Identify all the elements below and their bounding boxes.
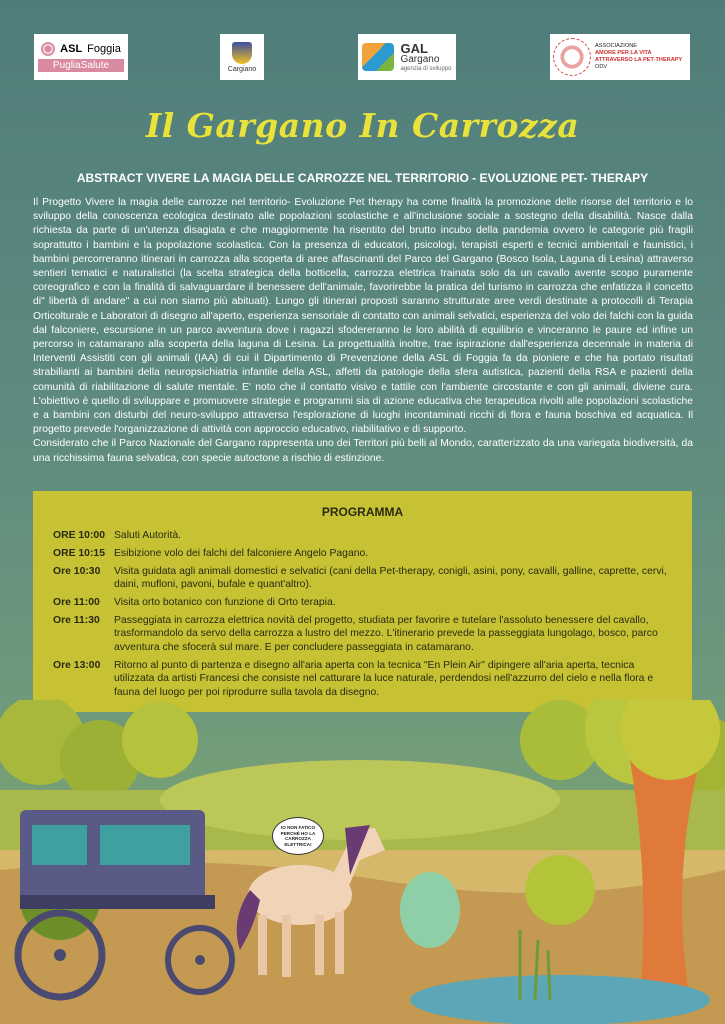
program-description: Ritorno al punto di partenza e disegno all'aria aperta con la tecnica "En Plein Air" dipingere all'aria aperta, tecnica utilizzata da artisti Francesi che consiste nel catturare la luce naturale, perdendosi nell'azzurro del cielo e nella flora e fauna del luogo per poi riprodurre sulla tavola da disegno. xyxy=(114,659,654,698)
assoc-line1: ASSOCIAZIONE xyxy=(595,43,637,50)
program-item xyxy=(53,659,672,699)
abstract-paragraph-2: Considerato che il Parco Nazionale del Gargano rappresenta uno dei Territori più belli al Mondo, caratterizzato da una variegata biodiversità, da una ricchissima fauna selvatica, con specie autoctone a rischio di estinzione. xyxy=(33,438,693,464)
program-time: Ore 10:30 xyxy=(53,565,101,577)
gal-sub: Gargano xyxy=(400,54,440,66)
asl-name: ASL xyxy=(60,43,83,55)
abstract-text xyxy=(33,196,693,466)
program-box xyxy=(33,491,692,712)
gal-gargano-logo xyxy=(358,34,456,80)
assoc-line3: ATTRAVERSO LA PET-THERAPY xyxy=(595,57,683,63)
assoc-line2: AMORE PER LA VITA xyxy=(595,50,652,57)
program-time: Ore 13:00 xyxy=(53,659,101,671)
program-item xyxy=(53,565,672,592)
forest-carriage-illustration xyxy=(0,700,725,1024)
program-item xyxy=(53,614,672,654)
program-description: Visita orto botanico con funzione di Orto terapia. xyxy=(114,597,336,609)
pond xyxy=(410,975,710,1024)
page-subtitle: ABSTRACT VIVERE LA MAGIA DELLE CARROZZE NEL TERRITORIO - EVOLUZIONE PET- THERAPY xyxy=(76,171,649,185)
program-description: Visita guidata agli animali domestici e selvatici (cani della Pet-therapy, conigli, asini, pony, cavalli, galline, caprette, cervi, daini, mufloni, pavoni, bufale e quant'altro). xyxy=(114,565,667,591)
gal-name: GAL xyxy=(400,40,428,56)
program-title: PROGRAMMA xyxy=(321,505,404,519)
gal-landscape-icon xyxy=(362,43,394,71)
asl-region: Foggia xyxy=(87,43,121,55)
program-item xyxy=(53,547,672,560)
gal-small: agenzia di sviluppo xyxy=(400,65,452,72)
association-logo xyxy=(550,34,690,80)
assoc-line4: ODV xyxy=(595,63,608,70)
bush xyxy=(525,855,595,925)
speech-bubble: IO NON FATICO PERCHÈ HO LA CARROZZA ELETTRICA! xyxy=(272,817,324,855)
association-badge-icon xyxy=(553,38,591,76)
program-time: ORE 10:00 xyxy=(53,530,105,541)
program-description: Passeggiata in carrozza elettrica novità del progetto, studiata per favorire e tutelare l'assoluto benessere del cavallo, trasformandolo da servo della carrozza a lustro del mezzo. L'itinerario prevede la passeggiata lungolago, bosco, parco avventura che sfocerà sul mare. E per concludere passeggiata in catamarano. xyxy=(114,615,658,653)
cargiano-logo xyxy=(220,34,264,80)
program-description: Saluti Autorità. xyxy=(114,530,182,541)
program-description: Esibizione volo dei falchi del falconiere Angelo Pagano. xyxy=(114,547,369,559)
program-time: Ore 11:00 xyxy=(53,597,100,609)
program-time: Ore 11:30 xyxy=(53,615,100,627)
program-item xyxy=(53,596,672,609)
program-item xyxy=(53,529,672,542)
rock xyxy=(400,872,460,948)
crest-icon xyxy=(232,42,252,64)
program-time: ORE 10:15 xyxy=(53,547,105,559)
cargiano-name: Cargiano xyxy=(227,65,257,73)
abstract-paragraph-1: Il Progetto Vivere la magia delle carrozze nel territorio- Evoluzione Pet therapy ha come finalità la promozione delle risorse del territorio e lo sviluppo della conoscenza ecologica destinato alle popolazioni scolastiche e all'inclusione sociale a sostegno della disabilità. Nasce dalla richiesta da parte di un'utenza disagiata e che maggiormente ha risentito del brutto incubo della pandemia ovvero le categorie più fragili soprattutto i bambini e la popolazione scolastica. Con la presenza di educatori, psicologi, terapisti esperti e tecnici ambientali e faunistici, i bambini percorreranno itinerari in carrozza alla scoperta di aree affascinanti del Parco del Gargano (Bosco Isola, Laguna di Lesina) attraverso sentieri tematici e naturalistici (la scelta strategica della botticella, carrozza elettrica trainata solo da un cavallo avente scopo puramente coreografico e con la finalità di salvaguardare il benessere dell'animale, favorirebbe la pratica del turismo in carrozza che enfatizza il concetto di" libertà di andare" a cui non siamo più abituati). Lungo gli itinerari proposti saranno strutturate aree verdi destinate a protocolli di Terapia Orticolturale e Laboratori di disegno all'aperto, esperienza sensoriale di contatto con animali selvatici, esperienza del volo dei falchi con la guida dal falconiere, escursione in un parco avventura dove i ragazzi sfodereranno le loro abilità di equilibrio e vinceranno le paure ed infine un percorso in catamarano alla scoperta della laguna di Lesina. La progettualità inoltre, trae ispirazione dall'esperienza decennale in materia di Interventi Assistiti con gli animali (IAA) di cui il Dipartimento di Prevenzione della ASL di Foggia fa da pioniere e che ha portato risultati strabilianti ai bambini della neuropsichiatria infantile della ASL, affetti da patologie della sfera autistica, pazienti della RSA e pazienti della comunità di riabilitazione di salute mentale. E' noto che il contatto visivo e tattile con l'ambiente circostante e con gli animali, diviene cura. L'obiettivo è quello di sviluppare e promuovere strategie e programmi sia di azione educativa che terapeutica rivolti alle popolazioni scolastiche e a bambini con disturbi del neuro-sviluppo attraverso l'esplorazione di luoghi incontaminati ricchi di flora e fauna boschiva ed acquatica. Il progetto prevede l'organizzazione di attività con approccio educativo, riabilitativo e di supporto. xyxy=(33,197,693,436)
asl-tag: PugliaSalute xyxy=(38,59,124,72)
asl-foggia-logo xyxy=(34,34,128,80)
asl-flower-icon xyxy=(41,42,55,56)
page-title: Il Gargano In Carrozza xyxy=(145,106,580,145)
